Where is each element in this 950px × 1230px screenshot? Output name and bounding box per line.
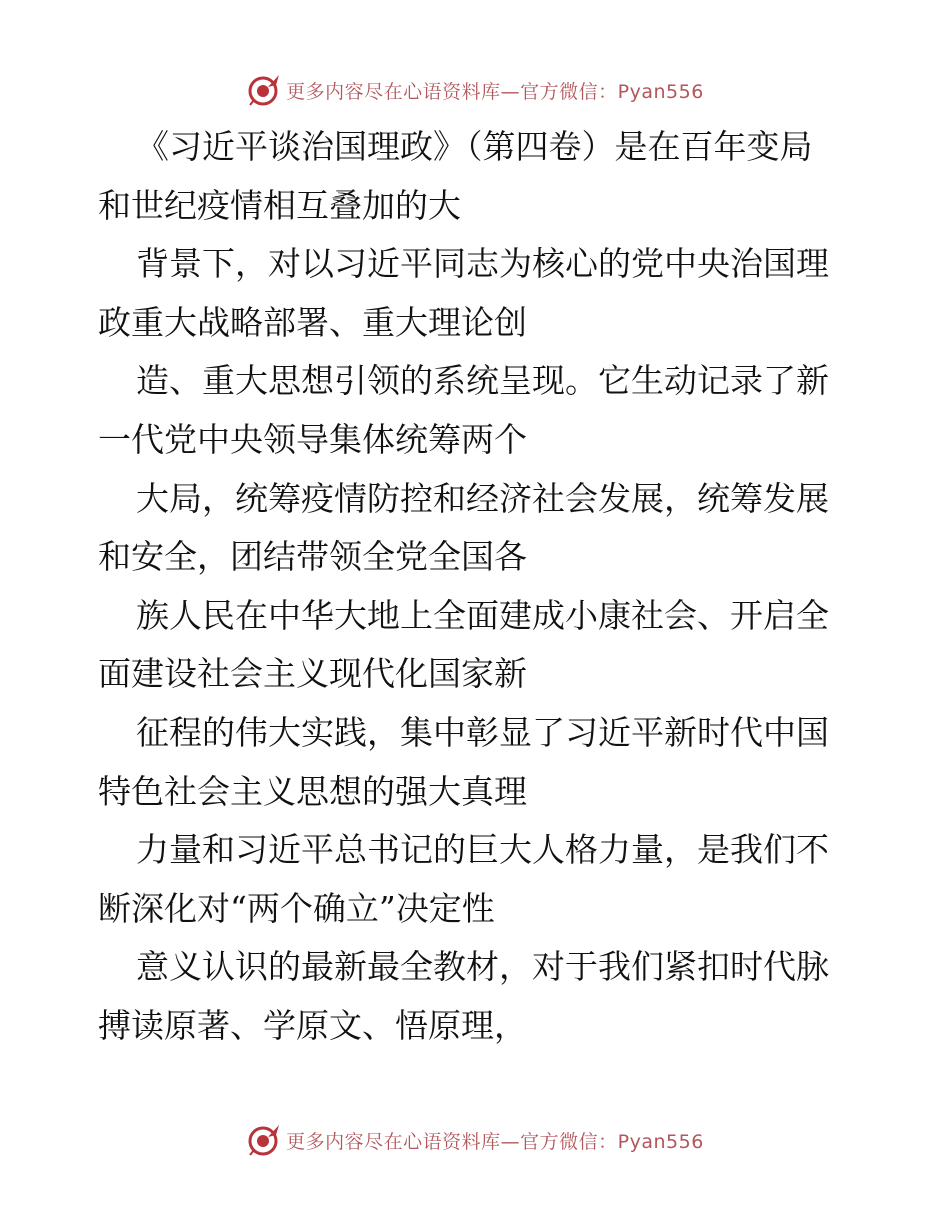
paragraph-line: 造、重大思想引领的系统呈现。它生动记录了新 — [136, 361, 829, 401]
paragraph-line: 意义认识的最新最全教材，对于我们紧扣时代脉 — [136, 947, 829, 987]
paragraph — [98, 587, 858, 704]
paragraph-line: 大局，统筹疫情防控和经济社会发展，统筹发展 — [136, 478, 829, 518]
paragraph — [98, 235, 858, 352]
quill-logo-icon — [246, 72, 282, 108]
paragraph-line: 特色社会主义思想的强大真理 — [98, 771, 527, 811]
paragraph-line: 政重大战略部署、重大理论创 — [98, 302, 527, 342]
quill-logo-icon — [246, 1122, 282, 1158]
header-watermark-banner — [0, 70, 950, 110]
paragraph-line: 搏读原著、学原文、悟原理， — [98, 1005, 527, 1045]
paragraph — [98, 470, 858, 587]
paragraph — [98, 821, 858, 938]
paragraph-line: 背景下，对以习近平同志为核心的党中央治国理 — [136, 244, 829, 284]
paragraph-line: 和世纪疫情相互叠加的大 — [98, 185, 461, 225]
paragraph — [98, 938, 858, 1055]
paragraph-line: 《习近平谈治国理政》（第四卷）是在百年变局 — [136, 127, 813, 166]
paragraph — [98, 704, 858, 821]
paragraph — [98, 118, 858, 235]
paragraph — [98, 352, 858, 469]
paragraph-line: 族人民在中华大地上全面建成小康社会、开启全 — [136, 595, 829, 635]
paragraph-line: 一代党中央领导集体统筹两个 — [98, 419, 527, 459]
paragraph-line: 征程的伟大实践，集中彰显了习近平新时代中国 — [136, 712, 829, 752]
banner-text: 更多内容尽在心语资料库—官方微信：Pyan556 — [286, 80, 704, 103]
document-body — [98, 118, 858, 1056]
paragraph-line: 和安全，团结带领全党全国各 — [98, 537, 527, 577]
paragraph-line: 力量和习近平总书记的巨大人格力量，是我们不 — [136, 830, 829, 870]
paragraph-line: 断深化对“两个确立”决定性 — [98, 888, 495, 928]
footer-watermark-banner — [0, 1120, 950, 1160]
paragraph-line: 面建设社会主义现代化国家新 — [98, 654, 527, 694]
banner-text: 更多内容尽在心语资料库—官方微信：Pyan556 — [286, 1130, 704, 1153]
